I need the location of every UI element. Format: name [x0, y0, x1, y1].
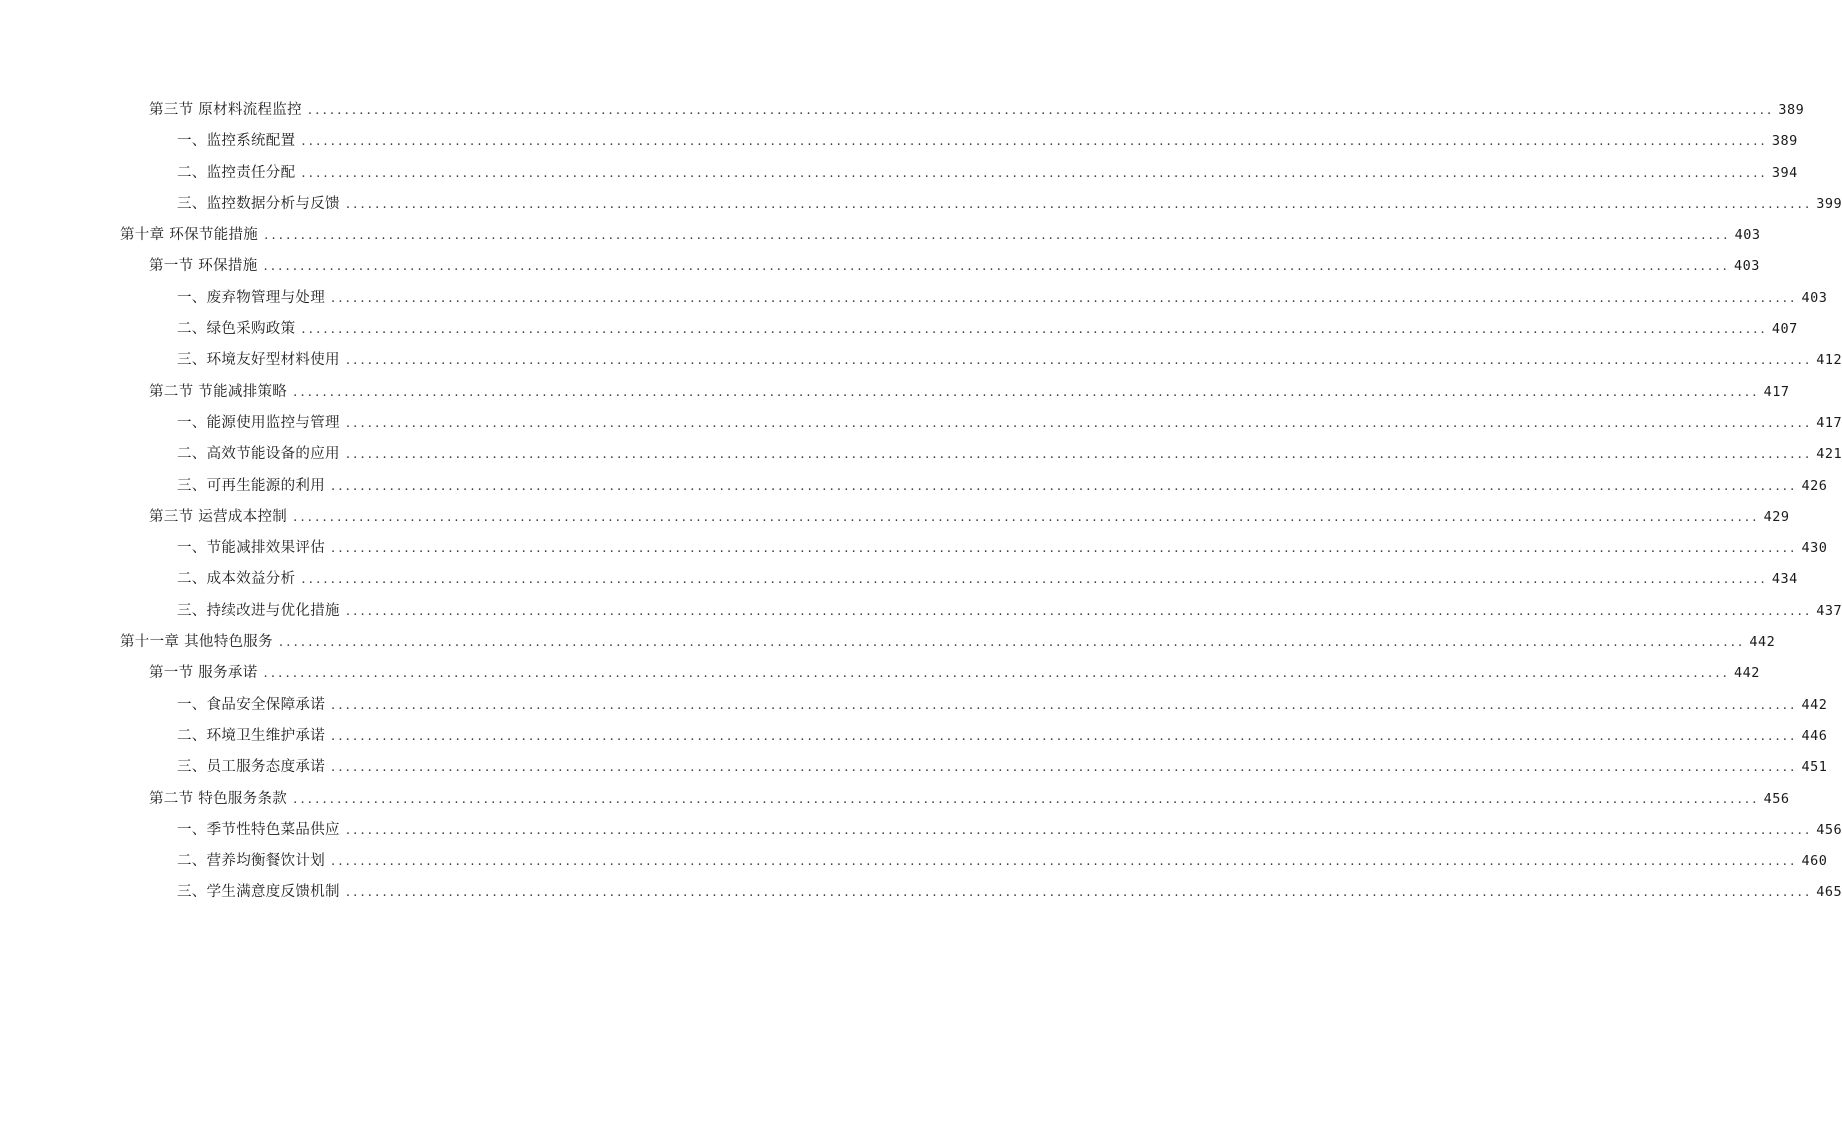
toc-dot-leader: ........................................................................................................................................................................................................ — [331, 760, 1798, 776]
toc-subsection-entry[interactable] — [0, 721, 1828, 752]
toc-entry-title: 第十一章 其他特色服务 — [120, 634, 273, 651]
toc-dot-leader: ........................................................................................................................................................................................................ — [345, 447, 1813, 463]
toc-dot-leader: ........................................................................................................................................................................................................ — [345, 885, 1813, 901]
toc-entry-title: 第一节 环保措施 — [149, 258, 258, 275]
toc-entry-title: 第一节 服务承诺 — [149, 665, 258, 682]
toc-dot-leader: ........................................................................................................................................................................................................ — [301, 572, 1768, 588]
toc-entry-title: 二、高效节能设备的应用 — [177, 446, 340, 463]
toc-entry-title: 一、食品安全保障承诺 — [177, 696, 325, 713]
toc-page-number: 421 — [1816, 446, 1842, 463]
toc-page-number: 407 — [1771, 321, 1798, 338]
toc-subsection-entry[interactable] — [0, 158, 1798, 189]
toc-page-number: 456 — [1763, 790, 1790, 807]
toc-dot-leader: ........................................................................................................................................................................................................ — [301, 165, 1768, 181]
toc-entry-title: 二、营养均衡餐饮计划 — [177, 853, 325, 870]
toc-entry-title: 第二节 特色服务条款 — [149, 790, 288, 807]
toc-section-entry[interactable] — [0, 502, 1790, 533]
toc-page-number: 417 — [1763, 383, 1790, 400]
toc-page-number: 465 — [1816, 884, 1842, 901]
toc-page-number: 394 — [1771, 164, 1798, 181]
toc-dot-leader: ........................................................................................................................................................................................................ — [278, 635, 1746, 651]
toc-page-number: 460 — [1801, 853, 1828, 870]
toc-dot-leader: ........................................................................................................................................................................................................ — [264, 228, 1731, 244]
toc-page-number: 403 — [1733, 258, 1760, 275]
toc-page-number: 437 — [1816, 602, 1842, 619]
toc-entry-title: 二、监控责任分配 — [177, 164, 296, 181]
toc-page-number: 451 — [1801, 759, 1828, 776]
toc-subsection-entry[interactable] — [0, 752, 1828, 783]
toc-section-entry[interactable] — [0, 95, 1805, 126]
toc-page-number: 456 — [1816, 821, 1842, 838]
toc-page-number: 399 — [1816, 195, 1842, 212]
toc-dot-leader: ........................................................................................................................................................................................................ — [293, 791, 1760, 807]
toc-entry-title: 第二节 节能减排策略 — [149, 383, 288, 400]
toc-subsection-entry[interactable] — [0, 877, 1842, 908]
toc-entry-title: 一、季节性特色菜品供应 — [177, 821, 340, 838]
toc-dot-leader: ........................................................................................................................................................................................................ — [301, 134, 1768, 150]
toc-page-number: 426 — [1801, 477, 1828, 494]
toc-dot-leader: ........................................................................................................................................................................................................ — [345, 196, 1813, 212]
toc-entry-title: 一、节能减排效果评估 — [177, 540, 325, 557]
toc-subsection-entry[interactable] — [0, 314, 1798, 345]
toc-entry-title: 三、可再生能源的利用 — [177, 477, 325, 494]
toc-entry-title: 第十章 环保节能措施 — [120, 227, 259, 244]
toc-entry-title: 三、员工服务态度承诺 — [177, 759, 325, 776]
toc-subsection-entry[interactable] — [0, 690, 1828, 721]
toc-dot-leader: ........................................................................................................................................................................................................ — [331, 290, 1798, 306]
toc-dot-leader: ........................................................................................................................................................................................................ — [263, 259, 1730, 275]
toc-dot-leader: ........................................................................................................................................................................................................ — [331, 854, 1798, 870]
toc-subsection-entry[interactable] — [0, 126, 1798, 157]
toc-page-number: 429 — [1763, 508, 1790, 525]
toc-page-number: 442 — [1733, 665, 1760, 682]
toc-dot-leader: ........................................................................................................................................................................................................ — [263, 666, 1730, 682]
toc-page-number: 412 — [1816, 352, 1842, 369]
toc-subsection-entry[interactable] — [0, 564, 1798, 595]
toc-page-number: 389 — [1778, 102, 1805, 118]
toc-chapter-entry[interactable] — [0, 627, 1776, 658]
toc-dot-leader: ........................................................................................................................................................................................................ — [345, 353, 1813, 369]
toc-entry-title: 一、废弃物管理与处理 — [177, 289, 325, 306]
toc-section-entry[interactable] — [0, 784, 1790, 815]
toc-dot-leader: ........................................................................................................................................................................................................ — [331, 478, 1798, 494]
toc-subsection-entry[interactable] — [0, 408, 1842, 439]
toc-dot-leader: ........................................................................................................................................................................................................ — [345, 603, 1813, 619]
toc-entry-title: 一、监控系统配置 — [177, 133, 296, 150]
toc-subsection-entry[interactable] — [0, 533, 1828, 564]
toc-subsection-entry[interactable] — [0, 439, 1842, 470]
toc-page-number: 442 — [1801, 696, 1828, 713]
toc-entry-title: 三、监控数据分析与反馈 — [177, 195, 340, 212]
toc-page-number: 417 — [1816, 414, 1842, 431]
toc-page-number: 389 — [1771, 133, 1798, 150]
toc-dot-leader: ........................................................................................................................................................................................................ — [331, 541, 1798, 557]
toc-dot-leader: ........................................................................................................................................................................................................ — [307, 103, 1775, 118]
toc-section-entry[interactable] — [0, 377, 1790, 408]
toc-page-number: 446 — [1801, 727, 1828, 744]
toc-subsection-entry[interactable] — [0, 471, 1828, 502]
toc-section-entry[interactable] — [0, 251, 1760, 282]
toc-entry-title: 二、环境卫生维护承诺 — [177, 727, 325, 744]
toc-page-number: 442 — [1749, 634, 1776, 651]
toc-subsection-entry[interactable] — [0, 283, 1828, 314]
toc-page-number: 403 — [1734, 227, 1761, 244]
toc-entry-title: 三、学生满意度反馈机制 — [177, 884, 340, 901]
toc-dot-leader: ........................................................................................................................................................................................................ — [331, 728, 1798, 744]
toc-page-number: 434 — [1771, 571, 1798, 588]
toc-page-number: 403 — [1801, 289, 1828, 306]
toc-dot-leader: ........................................................................................................................................................................................................ — [345, 415, 1813, 431]
toc-entry-title: 三、持续改进与优化措施 — [177, 602, 340, 619]
toc-subsection-entry[interactable] — [0, 345, 1842, 376]
toc-dot-leader: ........................................................................................................................................................................................................ — [293, 509, 1760, 525]
toc-dot-leader: ........................................................................................................................................................................................................ — [293, 384, 1760, 400]
toc-entry-title: 二、绿色采购政策 — [177, 321, 296, 338]
toc-subsection-entry[interactable] — [0, 596, 1842, 627]
toc-chapter-entry[interactable] — [0, 220, 1761, 251]
toc-entry-title: 第三节 原材料流程监控 — [149, 102, 302, 118]
toc-subsection-entry[interactable] — [0, 189, 1842, 220]
toc-dot-leader: ........................................................................................................................................................................................................ — [345, 822, 1813, 838]
toc-subsection-entry[interactable] — [0, 846, 1828, 877]
toc-entry-title: 第三节 运营成本控制 — [149, 508, 288, 525]
toc-entry-title: 二、成本效益分析 — [177, 571, 296, 588]
toc-entry-title: 三、环境友好型材料使用 — [177, 352, 340, 369]
toc-dot-leader: ........................................................................................................................................................................................................ — [301, 322, 1768, 338]
table-of-contents — [0, 95, 1842, 909]
toc-section-entry[interactable] — [0, 658, 1760, 689]
toc-entry-title: 一、能源使用监控与管理 — [177, 414, 340, 431]
toc-dot-leader: ........................................................................................................................................................................................................ — [331, 697, 1798, 713]
toc-subsection-entry[interactable] — [0, 815, 1842, 846]
toc-page-number: 430 — [1801, 540, 1828, 557]
